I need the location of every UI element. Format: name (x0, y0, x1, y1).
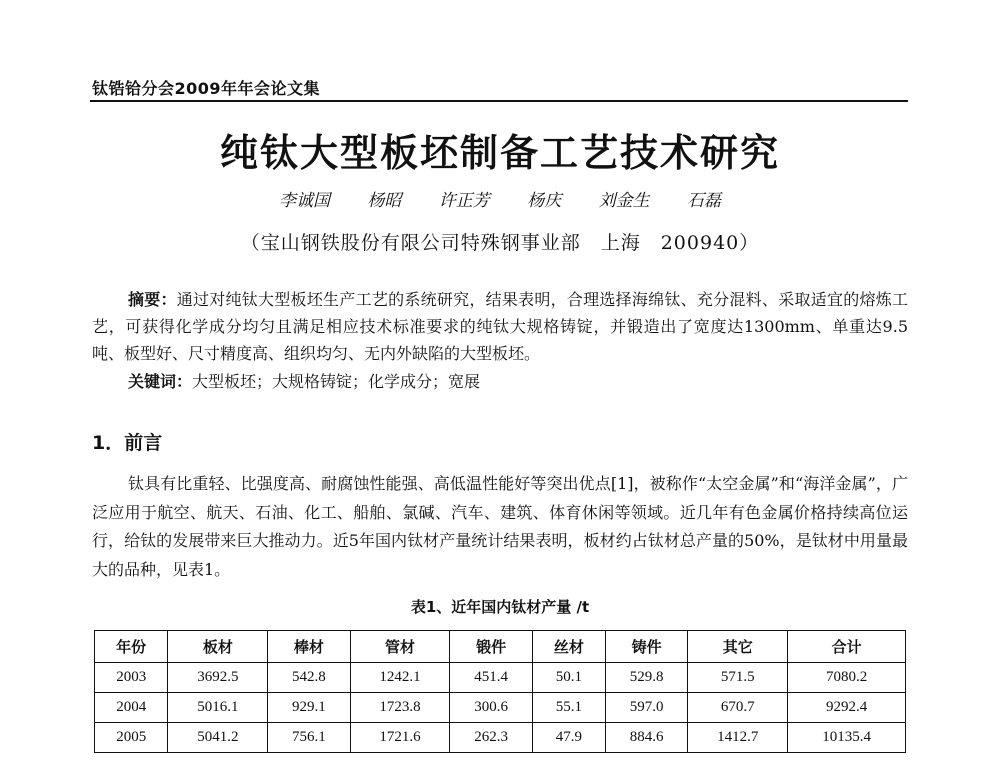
table-caption: 表1、近年国内钛材产量 /t (410, 598, 590, 616)
column-header: 棒材 (268, 631, 350, 663)
author-name: 石磊 (687, 191, 722, 211)
abstract-text: 通过对纯钛大型板坯生产工艺的系统研究，结果表明，合理选择海绵钛、充分混料、采取适宜的熔炼工艺，可获得化学成分均匀且满足相应技术标准要求的纯钛大规格铸锭，并锻造出了宽度达1300mm、单重达9.5吨、板型好、尺寸精度高、组织均匀、无内外缺陷的大型板坯。 (92, 290, 908, 363)
affiliation: （宝山钢铁股份有限公司特殊钢事业部 上海 200940） (240, 232, 760, 254)
table-cell: 529.8 (606, 663, 688, 693)
table-cell: 451.4 (450, 663, 532, 693)
column-header: 合计 (788, 631, 906, 663)
column-header: 年份 (95, 631, 168, 663)
table-row (95, 723, 906, 753)
table-cell: 2003 (95, 663, 168, 693)
intro-paragraph: 钛具有比重轻、比强度高、耐腐蚀性能强、高低温性能好等突出优点[1]，被称作“太空金属”和“海洋金属”，广泛应用于航空、航天、石油、化工、船舶、氯碱、汽车、建筑、体育休闲等领域。近几年有色金属价格持续高位运行，给钛的发展带来巨大推动力。近5年国内钛材产量统计结果表明，板材约占钛材总产量的50%，是钛材中用量最大的品种，见表1。 (92, 474, 908, 579)
table-cell: 3692.5 (168, 663, 268, 693)
keywords-text: 大型板坯；大规格铸锭；化学成分；宽展 (192, 372, 481, 391)
header-rule (90, 100, 908, 102)
table-cell: 5041.2 (168, 723, 268, 753)
paper-title: 纯钛大型板坯制备工艺技术研究 (219, 130, 780, 175)
table-cell: 7080.2 (788, 663, 906, 693)
table-cell: 1242.1 (350, 663, 450, 693)
table-cell: 597.0 (606, 693, 688, 723)
table-cell: 300.6 (450, 693, 532, 723)
section-heading: 1．前言 (92, 432, 163, 454)
table-cell: 5016.1 (168, 693, 268, 723)
table-cell: 670.7 (688, 693, 788, 723)
column-header: 丝材 (532, 631, 605, 663)
keywords (92, 368, 908, 395)
author-name: 李诚国 (278, 191, 330, 211)
table-row (95, 663, 906, 693)
table-cell: 1412.7 (688, 723, 788, 753)
author-name: 许正芳 (438, 191, 490, 211)
table-cell: 542.8 (268, 663, 350, 693)
abstract (92, 286, 908, 367)
table-cell: 2004 (95, 693, 168, 723)
author-list (0, 186, 1000, 211)
column-header: 管材 (350, 631, 450, 663)
table-cell: 47.9 (532, 723, 605, 753)
author-name: 杨庆 (527, 191, 562, 211)
running-head: 钛锆铪分会2009年年会论文集 (92, 79, 321, 98)
table-cell: 1723.8 (350, 693, 450, 723)
table-cell: 2005 (95, 723, 168, 753)
table-cell: 929.1 (268, 693, 350, 723)
abstract-label: 摘要： (128, 290, 177, 309)
table-cell: 1721.6 (350, 723, 450, 753)
column-header: 锻件 (450, 631, 532, 663)
table-cell: 55.1 (532, 693, 605, 723)
table-cell: 9292.4 (788, 693, 906, 723)
table-cell: 756.1 (268, 723, 350, 753)
table-header-row (95, 631, 906, 663)
column-header: 铸件 (606, 631, 688, 663)
table-cell: 50.1 (532, 663, 605, 693)
column-header: 板材 (168, 631, 268, 663)
author-name: 刘金生 (598, 191, 650, 211)
table-cell: 10135.4 (788, 723, 906, 753)
table-cell: 262.3 (450, 723, 532, 753)
column-header: 其它 (688, 631, 788, 663)
author-name: 杨昭 (367, 191, 402, 211)
production-table (94, 630, 906, 753)
keywords-label: 关键词： (128, 372, 193, 391)
table-row (95, 693, 906, 723)
table-cell: 571.5 (688, 663, 788, 693)
table-cell: 884.6 (606, 723, 688, 753)
